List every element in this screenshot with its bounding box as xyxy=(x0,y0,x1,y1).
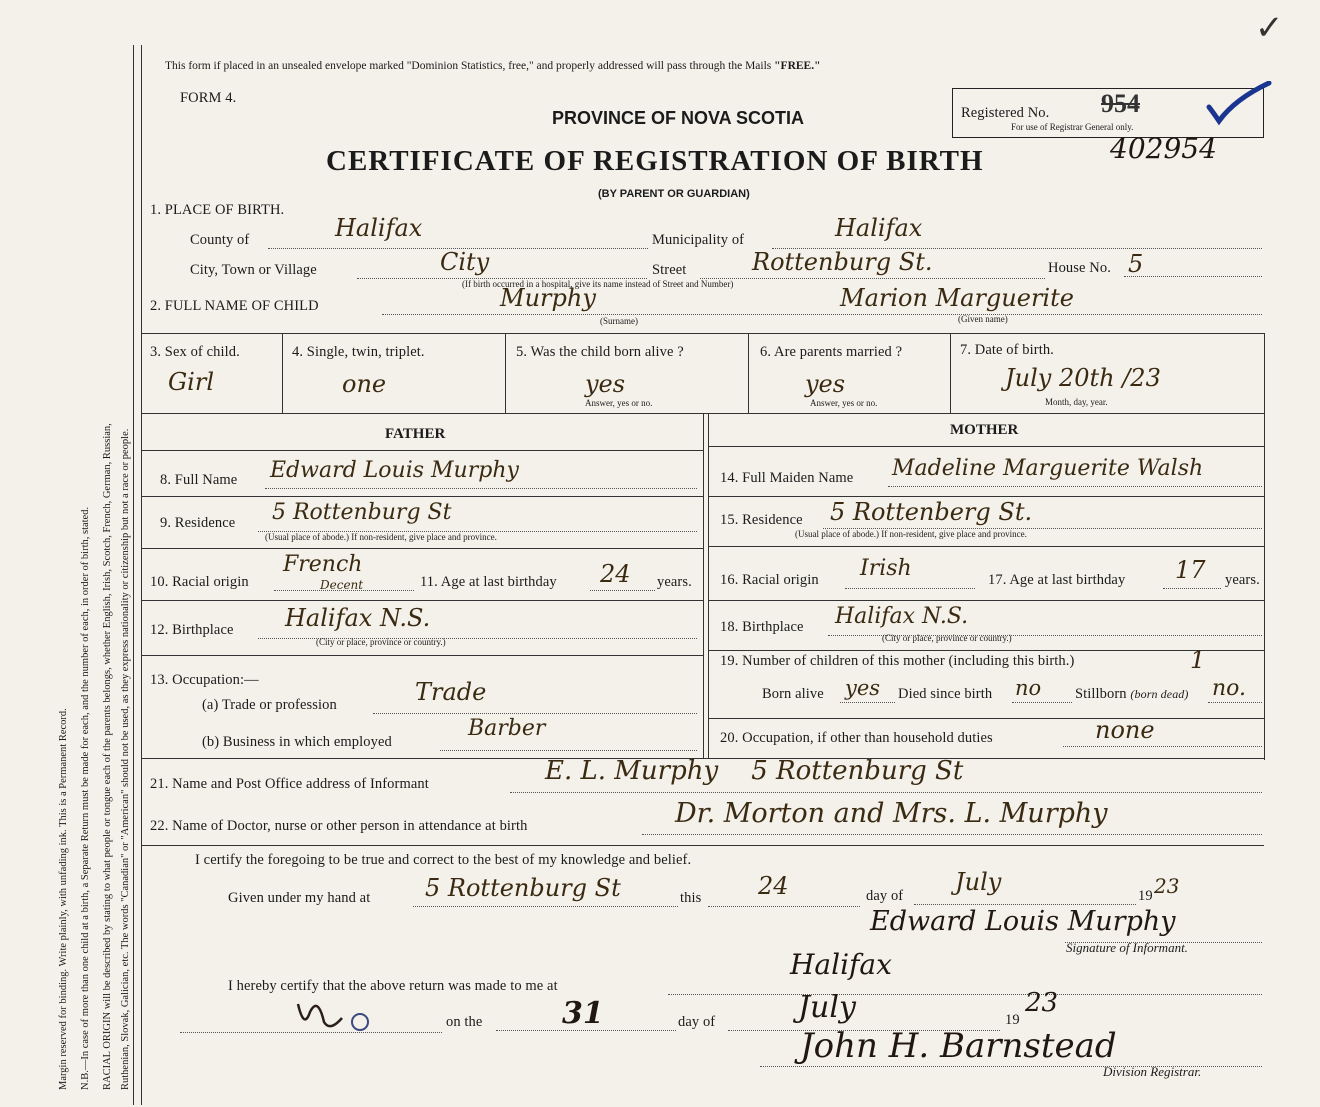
informant-signature[interactable]: Edward Louis Murphy xyxy=(870,906,1176,937)
mother-age-label: 17. Age at last birthday xyxy=(988,572,1126,588)
given-month-line xyxy=(914,904,1136,905)
mother-name-label: 14. Full Maiden Name xyxy=(720,470,854,486)
father-birthplace-value[interactable]: Halifax N.S. xyxy=(285,604,431,632)
certificate-subtitle: (BY PARENT OR GUARDIAN) xyxy=(598,188,750,200)
registrar-year-prefix: 19 xyxy=(1005,1012,1020,1028)
rule-center-b xyxy=(708,413,709,758)
parents-married-caption: Answer, yes or no. xyxy=(810,398,878,408)
given-year-value[interactable]: 23 xyxy=(1154,874,1180,898)
rule-v-6-7 xyxy=(950,333,951,413)
father-business-line xyxy=(440,750,697,751)
informant-signature-caption: Signature of Informant. xyxy=(1066,940,1188,955)
stillborn-note: (born dead) xyxy=(1130,687,1189,701)
given-day-value[interactable]: 24 xyxy=(758,872,789,900)
registered-number: 954 xyxy=(1101,89,1140,118)
informant-label: 21. Name and Post Office address of Informant xyxy=(150,776,429,792)
hospital-note: (If birth occurred in a hospital, give its name instead of Street and Number) xyxy=(462,279,734,289)
mother-name-line xyxy=(888,486,1262,487)
rule-right xyxy=(1264,333,1265,760)
born-alive-count-label: Born alive xyxy=(762,686,824,702)
informant-line xyxy=(510,792,1262,793)
municipality-value[interactable]: Halifax xyxy=(835,214,923,242)
mother-heading: MOTHER xyxy=(950,422,1019,438)
mother-children-value[interactable]: 1 xyxy=(1190,646,1206,674)
father-trade-label: (a) Trade or profession xyxy=(202,697,337,713)
rule-m-16 xyxy=(708,600,1264,601)
child-name-label: 2. FULL NAME OF CHILD xyxy=(150,298,319,314)
father-residence-caption: (Usual place of abode.) If non-resident, give place and province. xyxy=(265,532,497,542)
registrar-month-value[interactable]: July xyxy=(798,990,856,1025)
mother-race-value[interactable]: Irish xyxy=(860,556,912,581)
father-trade-value[interactable]: Trade xyxy=(415,678,487,706)
mail-notice xyxy=(165,60,820,72)
rule-v-4-5 xyxy=(505,333,506,413)
rule-m-14 xyxy=(708,496,1264,497)
stillborn-value[interactable]: no. xyxy=(1212,676,1247,701)
form-number: FORM 4. xyxy=(180,90,237,106)
doctor-label: 22. Name of Doctor, nurse or other person in attendance at birth xyxy=(150,818,528,834)
rule-m-15 xyxy=(708,546,1264,547)
house-line xyxy=(1124,276,1262,277)
house-label: House No. xyxy=(1048,260,1111,276)
died-since-birth-value[interactable]: no xyxy=(1015,676,1042,700)
rule-f-12 xyxy=(142,655,703,656)
father-name-label: 8. Full Name xyxy=(160,472,238,488)
sex-label: 3. Sex of child. xyxy=(150,344,240,360)
parents-married-value[interactable]: yes xyxy=(805,370,846,398)
given-name-caption: (Given name) xyxy=(958,314,1008,324)
rule-f-8 xyxy=(142,496,703,497)
father-name-line xyxy=(265,488,697,489)
mother-occupation-value[interactable]: none xyxy=(1095,716,1155,744)
municipality-label: Municipality of xyxy=(652,232,745,248)
margin-rule-inner xyxy=(141,45,142,1105)
given-day-line xyxy=(708,906,860,907)
margin-note-racial: RACIAL ORIGIN will be described by stating to what people or tongue each of the parents belongs, whether English, Irish, Scotch, French, German, Russian, xyxy=(102,423,113,1090)
father-business-value[interactable]: Barber xyxy=(468,716,546,741)
dob-value[interactable]: July 20th /23 xyxy=(1005,364,1161,392)
registrar-scribble-icon xyxy=(290,992,380,1042)
margin-rule xyxy=(133,45,134,1105)
father-race-value[interactable]: French xyxy=(283,552,363,577)
rule-m-19 xyxy=(708,718,1264,719)
single-twin-value[interactable]: one xyxy=(342,370,387,398)
margin-note-racial-2: Ruthenian, Slovak, Galician, etc. The words "Canadian" or "American" should not be used, as they express nationality or citizenship but not a race or people. xyxy=(120,428,131,1090)
stillborn-label xyxy=(1075,686,1189,703)
mother-race-line xyxy=(845,588,975,589)
given-day-of-label: day of xyxy=(866,888,904,904)
born-alive-count-line xyxy=(840,702,895,703)
doctor-value[interactable]: Dr. Morton and Mrs. L. Murphy xyxy=(675,798,1108,829)
registrar-year-value[interactable]: 23 xyxy=(1025,988,1059,1018)
stillborn-label-text: Stillborn xyxy=(1075,686,1127,702)
father-residence-value[interactable]: 5 Rottenburg St xyxy=(272,500,452,525)
rule-v-5-6 xyxy=(748,333,749,413)
rule-v-3-4 xyxy=(282,333,283,413)
registrar-signature[interactable]: John H. Barnstead xyxy=(800,1026,1117,1066)
single-twin-label: 4. Single, twin, triplet. xyxy=(292,344,425,360)
street-line xyxy=(700,278,1045,279)
mother-children-label: 19. Number of children of this mother (including this birth.) xyxy=(720,653,1075,669)
mail-notice-text: This form if placed in an unsealed envelope marked "Dominion Statistics, free," and properly addressed will pass through the Mails xyxy=(165,60,772,72)
father-birthplace-label: 12. Birthplace xyxy=(150,622,234,638)
rule-top-row3 xyxy=(142,333,1264,334)
mother-birthplace-value[interactable]: Halifax N.S. xyxy=(835,604,969,629)
mother-occupation-line xyxy=(1063,746,1262,747)
father-race-extra[interactable]: Decent xyxy=(320,578,364,592)
informant-value[interactable]: E. L. Murphy 5 Rottenburg St xyxy=(545,756,964,786)
father-heading: FATHER xyxy=(385,426,446,442)
registrar-place-value[interactable]: Halifax xyxy=(790,948,892,981)
given-this-label: this xyxy=(680,890,702,906)
rule-f-10 xyxy=(142,600,703,601)
died-since-birth-line xyxy=(1012,702,1072,703)
mother-residence-label: 15. Residence xyxy=(720,512,803,528)
father-age-line xyxy=(590,590,655,591)
born-alive-count-value[interactable]: yes xyxy=(845,676,881,700)
surname-caption: (Surname) xyxy=(600,316,638,326)
county-value[interactable]: Halifax xyxy=(335,214,423,242)
mother-occupation-label: 20. Occupation, if other than household duties xyxy=(720,730,993,746)
rule-m-18 xyxy=(708,650,1264,651)
father-age-years: years. xyxy=(657,574,692,590)
father-occupation-label: 13. Occupation:— xyxy=(150,672,259,688)
father-trade-line xyxy=(373,713,697,714)
dob-label: 7. Date of birth. xyxy=(960,342,1054,358)
city-value[interactable]: City xyxy=(440,248,490,276)
rule-father-heading xyxy=(142,450,703,451)
given-place-line xyxy=(413,906,678,907)
given-month-value[interactable]: July xyxy=(955,868,1002,896)
house-value[interactable]: 5 xyxy=(1128,250,1144,278)
father-age-label: 11. Age at last birthday xyxy=(420,574,557,590)
street-value[interactable]: Rottenburg St. xyxy=(752,248,933,276)
registrar-note: For use of Registrar General only. xyxy=(1011,122,1134,132)
sex-value[interactable]: Girl xyxy=(168,368,214,396)
corner-check-mark: ✓ xyxy=(1255,10,1284,47)
certificate-title: CERTIFICATE OF REGISTRATION OF BIRTH xyxy=(326,145,984,177)
mail-notice-free: "FREE." xyxy=(774,60,821,72)
born-alive-caption: Answer, yes or no. xyxy=(585,398,653,408)
rule-certify xyxy=(142,845,1264,846)
mother-residence-caption: (Usual place of abode.) If non-resident, give place and province. xyxy=(795,529,1027,539)
mother-age-value[interactable]: 17 xyxy=(1175,556,1206,584)
certify-statement: I certify the foregoing to be true and correct to the best of my knowledge and belief. xyxy=(195,852,692,868)
born-alive-value[interactable]: yes xyxy=(585,370,626,398)
stillborn-line xyxy=(1208,702,1262,703)
registrar-statement: I hereby certify that the above return was made to me at xyxy=(228,978,558,994)
father-name-value[interactable]: Edward Louis Murphy xyxy=(270,458,519,483)
registrar-day-of-label: day of xyxy=(678,1014,716,1030)
mother-race-label: 16. Racial origin xyxy=(720,572,819,588)
child-name-line xyxy=(382,314,1262,315)
place-of-birth-label: 1. PLACE OF BIRTH. xyxy=(150,202,285,218)
registrar-on-the-label: on the xyxy=(446,1014,483,1030)
check-mark-icon xyxy=(1205,81,1275,127)
dob-caption: Month, day, year. xyxy=(1045,397,1108,407)
born-alive-label: 5. Was the child born alive ? xyxy=(516,344,684,360)
father-birthplace-caption: (City or place, province or country.) xyxy=(316,637,446,647)
father-business-label: (b) Business in which employed xyxy=(202,734,392,750)
given-under-hand-label: Given under my hand at xyxy=(228,890,371,906)
rule-f-9 xyxy=(142,548,703,549)
parents-married-label: 6. Are parents married ? xyxy=(760,344,903,360)
mother-birthplace-caption: (City or place, province or country.) xyxy=(882,633,1012,643)
child-given-name[interactable]: Marion Marguerite xyxy=(840,284,1074,312)
died-since-birth-label: Died since birth xyxy=(898,686,993,702)
mother-birthplace-label: 18. Birthplace xyxy=(720,619,804,635)
registrar-place-line xyxy=(668,994,1262,995)
father-age-value[interactable]: 24 xyxy=(600,560,631,588)
city-label: City, Town or Village xyxy=(190,262,317,278)
given-year-prefix: 19 xyxy=(1138,888,1153,904)
given-place-value[interactable]: 5 Rottenburg St xyxy=(425,874,621,902)
mother-name-value[interactable]: Madeline Marguerite Walsh xyxy=(892,456,1204,481)
registrar-caption: Division Registrar. xyxy=(1103,1064,1202,1079)
margin-note-multiple: N.B.—In case of more than one child at a birth, a Separate Return must be made for each, and the number of each, in order of birth, stated. xyxy=(80,506,91,1090)
province-heading: PROVINCE OF NOVA SCOTIA xyxy=(552,108,805,128)
rule-mother-heading xyxy=(708,446,1264,447)
mother-residence-value[interactable]: 5 Rottenberg St. xyxy=(830,498,1033,526)
street-label: Street xyxy=(652,262,687,278)
mother-age-line xyxy=(1163,588,1221,589)
file-number: 402954 xyxy=(1110,132,1217,165)
registrar-day-value[interactable]: 31 xyxy=(562,996,604,1031)
registered-label: Registered No. xyxy=(961,105,1050,121)
margin-note-binding: Margin reserved for binding. Write plainly, with unfading ink. This is a Permanent Record. xyxy=(58,708,69,1090)
father-race-label: 10. Racial origin xyxy=(150,574,249,590)
rule-center-a xyxy=(703,413,704,758)
registered-box xyxy=(952,88,1264,138)
mother-age-years: years. xyxy=(1225,572,1260,588)
father-residence-label: 9. Residence xyxy=(160,515,236,531)
doctor-line xyxy=(642,834,1262,835)
child-surname[interactable]: Murphy xyxy=(500,284,596,312)
county-label: County of xyxy=(190,232,250,248)
